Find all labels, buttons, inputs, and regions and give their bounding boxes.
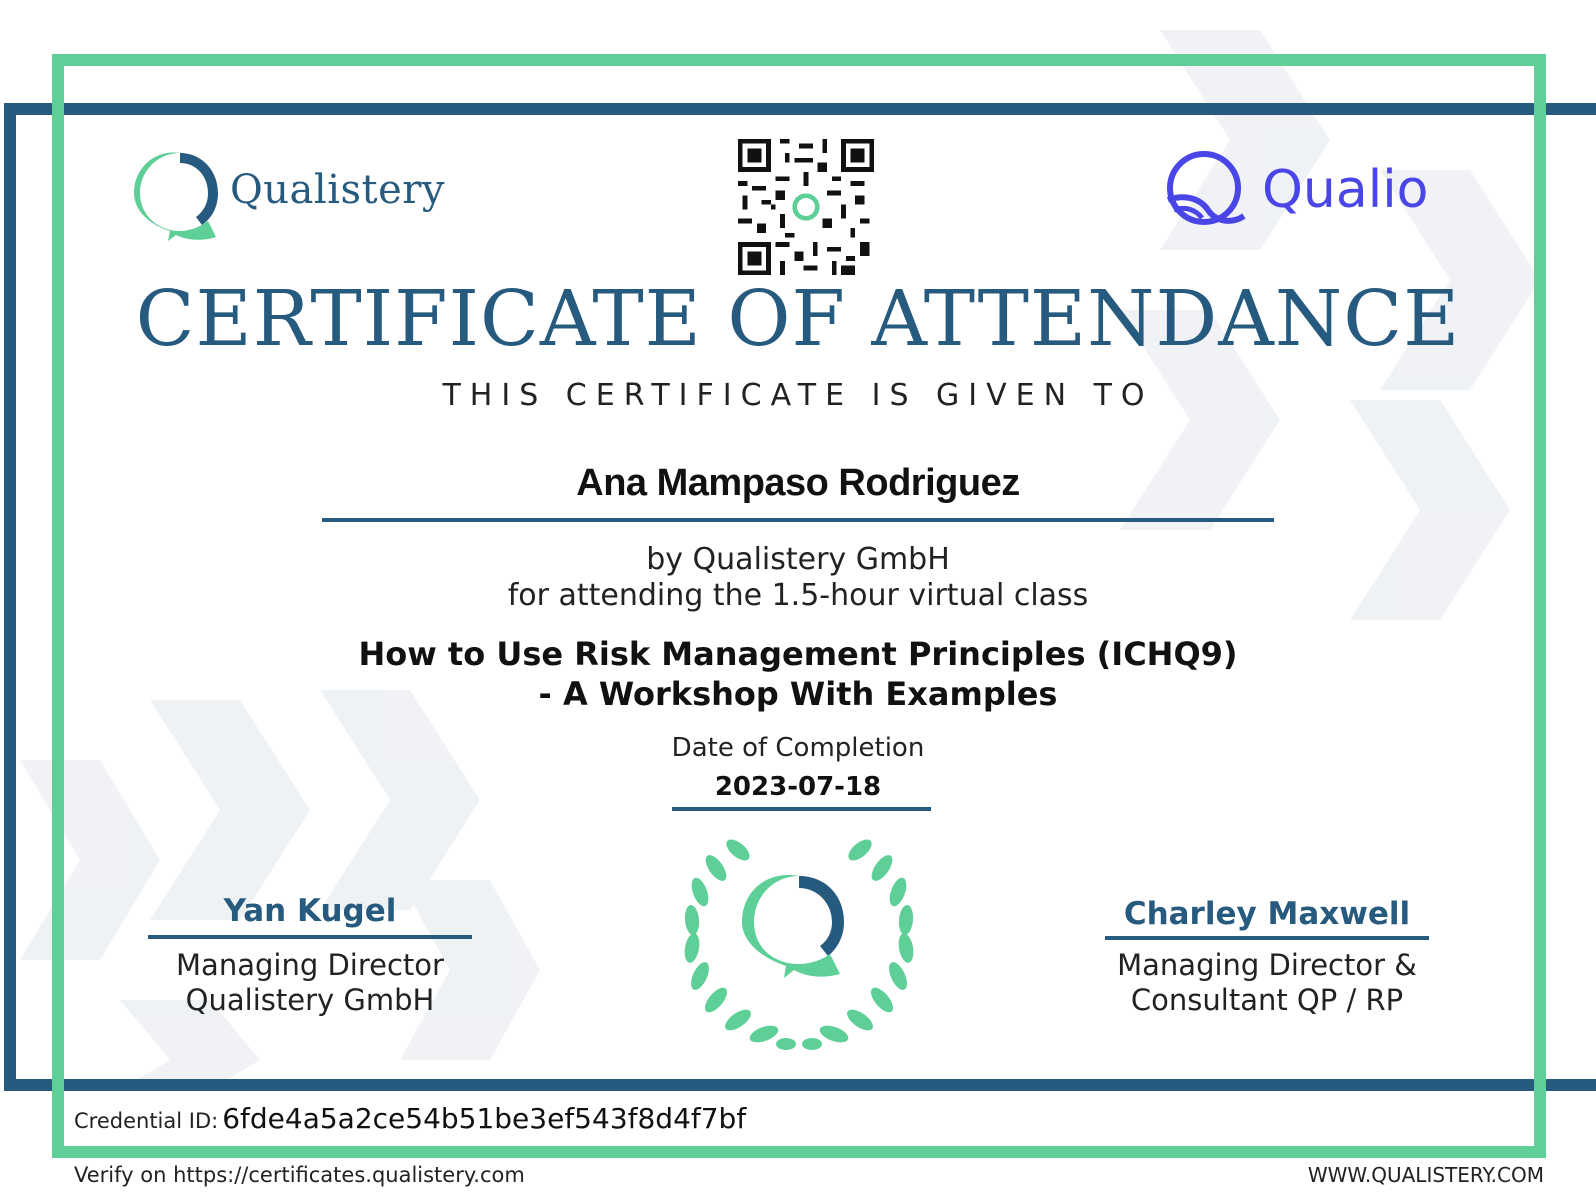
credential-label: Credential ID: xyxy=(74,1109,219,1133)
attendance-line: for attending the 1.5-hour virtual class xyxy=(507,578,1089,613)
date-value: 2023-07-18 xyxy=(714,772,882,802)
qualio-wordmark: Qualio xyxy=(1262,160,1429,220)
credential-id-value: 6fde4a5a2ce54b51be3ef543f8d4f7bf xyxy=(222,1102,747,1135)
recipient-name: Ana Mampaso Rodriguez xyxy=(576,462,1020,504)
qualistery-logo xyxy=(130,145,450,245)
recipient-underline xyxy=(322,518,1274,522)
qualistery-logo-icon xyxy=(130,145,230,245)
signatory-right-role-line-1: Managing Director & xyxy=(1117,948,1417,982)
signatory-left-role xyxy=(148,948,472,1018)
qualio-logo xyxy=(1160,148,1460,238)
signatory-left-name: Yan Kugel xyxy=(223,893,397,929)
signatory-left-underline xyxy=(148,935,472,939)
qualistery-wordmark: Qualistery xyxy=(230,167,445,213)
course-title-line-2: - A Workshop With Examples xyxy=(538,675,1058,713)
signatory-left-role-line-2: Qualistery GmbH xyxy=(185,983,435,1017)
issuer-line: by Qualistery GmbH xyxy=(646,542,950,577)
signatory-left-role-line-1: Managing Director xyxy=(176,948,444,982)
date-label: Date of Completion xyxy=(671,733,925,763)
laurel-seal-icon xyxy=(678,830,920,1054)
signatory-right-role xyxy=(1105,948,1429,1018)
website-link[interactable]: WWW.QUALISTERY.COM xyxy=(1307,1163,1544,1187)
course-title xyxy=(0,634,1596,714)
verify-link[interactable]: Verify on https://certificates.qualistery.com xyxy=(74,1163,525,1187)
certificate-title: CERTIFICATE OF ATTENDANCE xyxy=(135,275,1461,364)
date-underline xyxy=(672,807,931,811)
issuer-block xyxy=(0,542,1596,614)
qualio-logo-icon xyxy=(1160,148,1250,238)
credential-id-row xyxy=(74,1102,746,1135)
signatory-right-underline xyxy=(1105,936,1429,940)
course-title-line-1: How to Use Risk Management Principles (ICHQ9) xyxy=(358,635,1238,673)
given-to-label: THIS CERTIFICATE IS GIVEN TO xyxy=(442,378,1154,413)
signatory-right-role-line-2: Consultant QP / RP xyxy=(1130,983,1404,1017)
signatory-right-name: Charley Maxwell xyxy=(1123,896,1411,932)
qr-code-icon xyxy=(738,139,874,275)
